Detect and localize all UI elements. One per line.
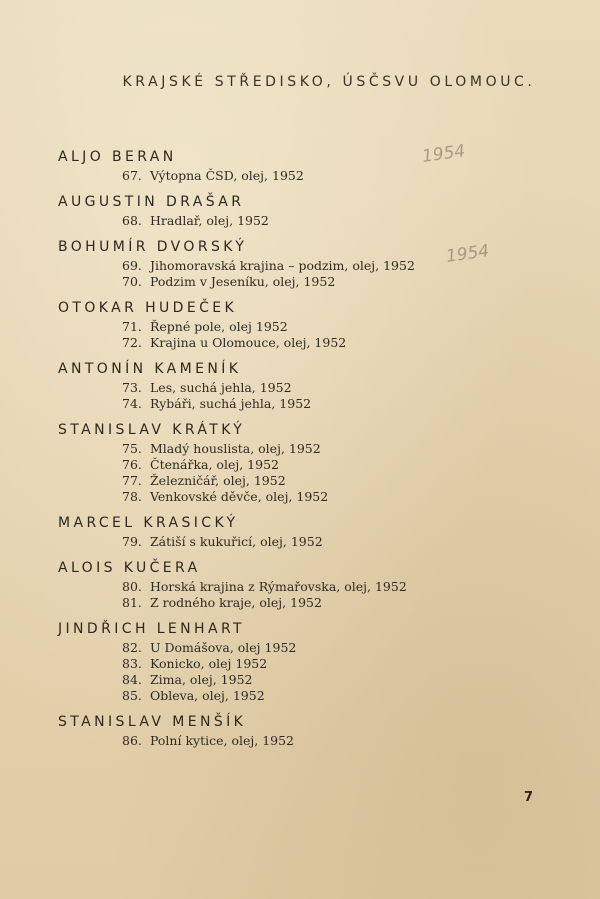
artist-entry bbox=[58, 236, 558, 290]
artist-entry bbox=[58, 419, 558, 505]
artwork-number: 75. bbox=[122, 441, 142, 456]
artwork-item bbox=[58, 319, 558, 335]
artist-name: AUGUSTIN DRAŠAR bbox=[58, 194, 245, 210]
artwork-title: Hradlař, olej, 1952 bbox=[150, 213, 269, 228]
artwork-number: 82. bbox=[122, 640, 142, 655]
artwork-title: Mladý houslista, olej, 1952 bbox=[150, 441, 321, 456]
artwork-title: Venkovské děvče, olej, 1952 bbox=[150, 489, 329, 504]
artwork-number: 69. bbox=[122, 258, 142, 273]
artwork-title: Zima, olej, 1952 bbox=[150, 672, 253, 687]
artwork-number: 72. bbox=[122, 335, 142, 350]
artwork-number: 77. bbox=[122, 473, 142, 488]
artwork-item bbox=[58, 688, 558, 704]
artwork-title: Rybáři, suchá jehla, 1952 bbox=[150, 396, 312, 411]
artwork-number: 76. bbox=[122, 457, 142, 472]
artwork-item bbox=[58, 640, 558, 656]
artist-name: JINDŘICH LENHART bbox=[58, 621, 246, 637]
artist-entry bbox=[58, 711, 558, 749]
artwork-item bbox=[58, 168, 558, 184]
artwork-item bbox=[58, 396, 558, 412]
artist-name: STANISLAV MENŠÍK bbox=[58, 714, 247, 730]
artist-entry bbox=[58, 146, 558, 184]
artwork-number: 81. bbox=[122, 595, 142, 610]
artwork-number: 80. bbox=[122, 579, 142, 594]
artwork-title: Jihomoravská krajina – podzim, olej, 1952 bbox=[150, 258, 415, 273]
artwork-title: Polní kytice, olej, 1952 bbox=[150, 733, 295, 748]
artist-entry bbox=[58, 557, 558, 611]
pencil-note: 1954 bbox=[420, 141, 467, 167]
artwork-item bbox=[58, 335, 558, 351]
artwork-item bbox=[58, 534, 558, 550]
artwork-item bbox=[58, 457, 558, 473]
artwork-number: 68. bbox=[122, 213, 142, 228]
artwork-number: 86. bbox=[122, 733, 142, 748]
artwork-item bbox=[58, 656, 558, 672]
page-number: 7 bbox=[524, 790, 534, 805]
artwork-item bbox=[58, 274, 558, 290]
artwork-item bbox=[58, 213, 558, 229]
artwork-number: 67. bbox=[122, 168, 142, 183]
artist-list bbox=[58, 146, 558, 756]
artwork-item bbox=[58, 733, 558, 749]
artwork-number: 78. bbox=[122, 489, 142, 504]
artist-name: BOHUMÍR DVORSKÝ bbox=[58, 239, 248, 255]
artwork-title: Výtopna ČSD, olej, 1952 bbox=[150, 168, 304, 183]
artist-entry bbox=[58, 618, 558, 704]
artwork-number: 85. bbox=[122, 688, 142, 703]
artist-name: MARCEL KRASICKÝ bbox=[58, 515, 239, 531]
artwork-item bbox=[58, 380, 558, 396]
artwork-title: Les, suchá jehla, 1952 bbox=[150, 380, 292, 395]
artwork-item bbox=[58, 441, 558, 457]
artwork-item bbox=[58, 473, 558, 489]
artwork-item bbox=[58, 579, 558, 595]
artist-entry bbox=[58, 512, 558, 550]
artwork-number: 83. bbox=[122, 656, 142, 671]
artwork-number: 79. bbox=[122, 534, 142, 549]
artwork-title: Obleva, olej, 1952 bbox=[150, 688, 265, 703]
artwork-title: Z rodného kraje, olej, 1952 bbox=[150, 595, 322, 610]
artwork-title: Železničář, olej, 1952 bbox=[150, 473, 286, 488]
pencil-note: 1954 bbox=[444, 241, 491, 267]
artist-name: STANISLAV KRÁTKÝ bbox=[58, 422, 246, 438]
artwork-number: 71. bbox=[122, 319, 142, 334]
artwork-item bbox=[58, 595, 558, 611]
artwork-item bbox=[58, 258, 558, 274]
artist-name: ANTONÍN KAMENÍK bbox=[58, 361, 242, 377]
artwork-title: U Domášova, olej 1952 bbox=[150, 640, 297, 655]
artwork-title: Řepné pole, olej 1952 bbox=[150, 319, 288, 334]
artist-entry bbox=[58, 358, 558, 412]
artwork-title: Horská krajina z Rýmařovska, olej, 1952 bbox=[150, 579, 407, 594]
artwork-title: Konicko, olej 1952 bbox=[150, 656, 268, 671]
artwork-title: Podzim v Jeseníku, olej, 1952 bbox=[150, 274, 336, 289]
page-header: KRAJSKÉ STŘEDISKO, ÚSČSVU OLOMOUC. bbox=[122, 74, 536, 90]
artist-name: ALJO BERAN bbox=[58, 149, 177, 165]
artwork-number: 73. bbox=[122, 380, 142, 395]
artist-entry bbox=[58, 191, 558, 229]
artwork-title: Zátiší s kukuřicí, olej, 1952 bbox=[150, 534, 323, 549]
artist-entry bbox=[58, 297, 558, 351]
artwork-title: Čtenářka, olej, 1952 bbox=[150, 457, 279, 472]
artist-name: OTOKAR HUDEČEK bbox=[58, 300, 238, 316]
artwork-number: 84. bbox=[122, 672, 142, 687]
artwork-item bbox=[58, 489, 558, 505]
artwork-number: 74. bbox=[122, 396, 142, 411]
artwork-title: Krajina u Olomouce, olej, 1952 bbox=[150, 335, 347, 350]
artwork-item bbox=[58, 672, 558, 688]
artist-name: ALOIS KUČERA bbox=[58, 560, 201, 576]
artwork-number: 70. bbox=[122, 274, 142, 289]
